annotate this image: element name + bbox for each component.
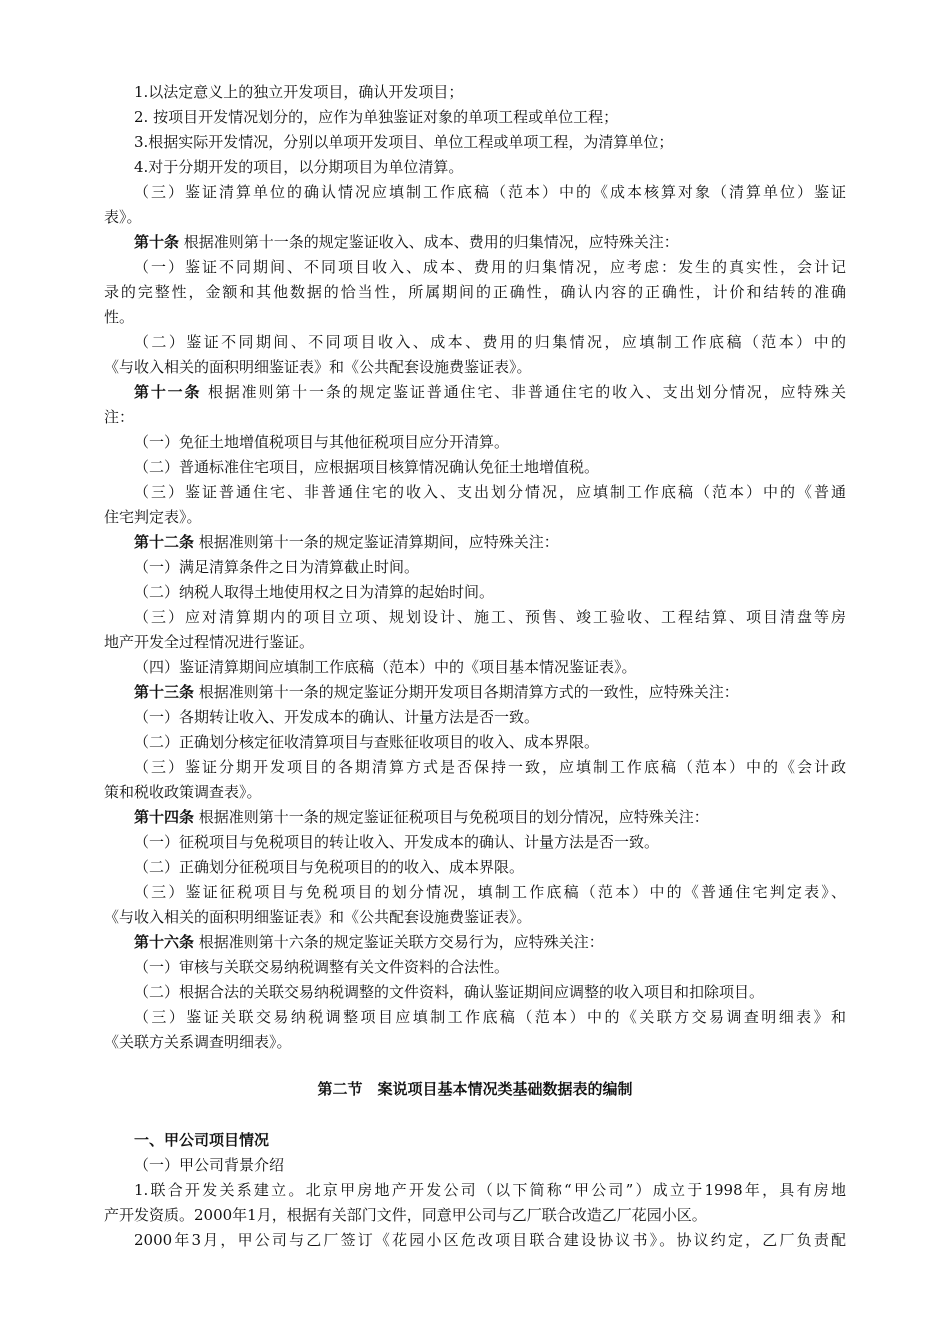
- article-number: 第十四条: [134, 808, 195, 826]
- paragraph-line: 《关联方关系调查明细表》。: [104, 1033, 292, 1051]
- paragraph-line: 2000年3月，甲公司与乙厂签订《花园小区危改项目联合建设协议书》。协议约定，乙厂负责配: [134, 1231, 846, 1249]
- paragraph-line: （一）免征土地增值税项目与其他征税项目应分开清算。: [134, 433, 510, 451]
- paragraph-line: （一）满足清算条件之日为清算截止时间。: [134, 558, 420, 576]
- article-number: 第十一条: [134, 383, 202, 401]
- paragraph-line: 1.联合开发关系建立。北京甲房地产开发公司（以下简称“甲公司”）成立于1998年，具有房地: [134, 1181, 846, 1199]
- article-text: 根据准则第十一条的规定鉴证普通住宅、非普通住宅的收入、支出划分情况，应特殊关: [207, 383, 846, 401]
- article-11: [104, 380, 846, 405]
- paragraph-line: 3.根据实际开发情况，分别以单项开发项目、单位工程或单项工程，为清算单位；: [134, 133, 674, 151]
- article-10: [104, 230, 846, 255]
- paragraph-line: 表》。: [104, 208, 142, 226]
- article-number: 第十三条: [134, 683, 195, 701]
- article-number: 第十六条: [134, 933, 195, 951]
- heading-level-1: 一、甲公司项目情况: [134, 1131, 270, 1149]
- article-text: 根据准则第十六条的规定鉴证关联方交易行为，应特殊关注：: [198, 933, 604, 951]
- paragraph-line: （四）鉴证清算期间应填制工作底稿（范本）中的《项目基本情况鉴证表》。: [134, 658, 637, 676]
- paragraph-line: 《与收入相关的面积明细鉴证表》和《公共配套设施费鉴证表》。: [104, 908, 532, 926]
- paragraph-line: （二）纳税人取得土地使用权之日为清算的起始时间。: [134, 583, 495, 601]
- paragraph-line: 《与收入相关的面积明细鉴证表》和《公共配套设施费鉴证表》。: [104, 358, 532, 376]
- paragraph-line: （一）各期转让收入、开发成本的确认、计量方法是否一致。: [134, 708, 540, 726]
- paragraph-line: 住宅判定表》。: [104, 508, 202, 526]
- paragraph-line: （二）普通标准住宅项目，应根据项目核算情况确认免征土地增值税。: [134, 458, 600, 476]
- article-13: [104, 680, 846, 705]
- paragraph-line: 注：: [104, 408, 135, 426]
- paragraph-line: 2. 按项目开发情况划分的，应作为单独鉴证对象的单项工程或单位工程；: [134, 108, 619, 126]
- paragraph-line: （三）应对清算期内的项目立项、规划设计、施工、预售、竣工验收、工程结算、项目清盘等房: [134, 608, 846, 626]
- section-title: 第二节 案说项目基本情况类基础数据表的编制: [317, 1080, 633, 1098]
- paragraph-line: （三）鉴证清算单位的确认情况应填制工作底稿（范本）中的《成本核算对象（清算单位）鉴证: [134, 183, 846, 201]
- article-number: 第十二条: [134, 533, 195, 551]
- paragraph-line: 录的完整性，金额和其他数据的恰当性，所属期间的正确性，确认内容的正确性，计价和结转的准确: [104, 283, 846, 301]
- paragraph-line: （二）鉴证不同期间、不同项目收入、成本、费用的归集情况，应填制工作底稿（范本）中的: [134, 333, 846, 351]
- paragraph-line: 1.以法定意义上的独立开发项目，确认开发项目；: [134, 83, 464, 101]
- paragraph-line: 地产开发全过程情况进行鉴证。: [104, 633, 315, 651]
- article-14: [104, 805, 846, 830]
- paragraph-line: （一）征税项目与免税项目的转让收入、开发成本的确认、计量方法是否一致。: [134, 833, 660, 851]
- paragraph-line: （一）审核与关联交易纳税调整有关文件资料的合法性。: [134, 958, 510, 976]
- paragraph-line: （二）正确划分核定征收清算项目与查账征收项目的收入、成本界限。: [134, 733, 600, 751]
- paragraph-line: 产开发资质。2000年1月，根据有关部门文件，同意甲公司与乙厂联合改造乙厂花园小区。: [104, 1206, 707, 1224]
- article-16: [104, 930, 846, 955]
- paragraph-line: （二）根据合法的关联交易纳税调整的文件资料，确认鉴证期间应调整的收入项目和扣除项目。: [134, 983, 765, 1001]
- paragraph-line: 性。: [104, 308, 135, 326]
- article-12: [104, 530, 846, 555]
- article-number: 第十条: [134, 233, 180, 251]
- paragraph-line: 策和税收政策调查表》。: [104, 783, 262, 801]
- article-text: 根据准则第十一条的规定鉴证清算期间，应特殊关注：: [198, 533, 559, 551]
- article-text: 根据准则第十一条的规定鉴证分期开发项目各期清算方式的一致性，应特殊关注：: [198, 683, 739, 701]
- paragraph-line: （一）鉴证不同期间、不同项目收入、成本、费用的归集情况，应考虑：发生的真实性，会计记: [134, 258, 846, 276]
- subheading: （一）甲公司背景介绍: [134, 1156, 285, 1174]
- paragraph-line: （三）鉴证关联交易纳税调整项目应填制工作底稿（范本）中的《关联方交易调查明细表》和: [134, 1008, 846, 1026]
- paragraph-line: （三）鉴证征税项目与免税项目的划分情况，填制工作底稿（范本）中的《普通住宅判定表》、: [134, 883, 846, 901]
- article-text: 根据准则第十一条的规定鉴证征税项目与免税项目的划分情况，应特殊关注：: [198, 808, 709, 826]
- paragraph-line: （三）鉴证普通住宅、非普通住宅的收入、支出划分情况，应填制工作底稿（范本）中的《普通: [134, 483, 846, 501]
- paragraph-line: （三）鉴证分期开发项目的各期清算方式是否保持一致，应填制工作底稿（范本）中的《会计政: [134, 758, 846, 776]
- paragraph-line: 4.对于分期开发的项目，以分期项目为单位清算。: [134, 158, 464, 176]
- article-text: 根据准则第十一条的规定鉴证收入、成本、费用的归集情况，应特殊关注：: [183, 233, 679, 251]
- paragraph-line: （二）正确划分征税项目与免税项目的的收入、成本界限。: [134, 858, 525, 876]
